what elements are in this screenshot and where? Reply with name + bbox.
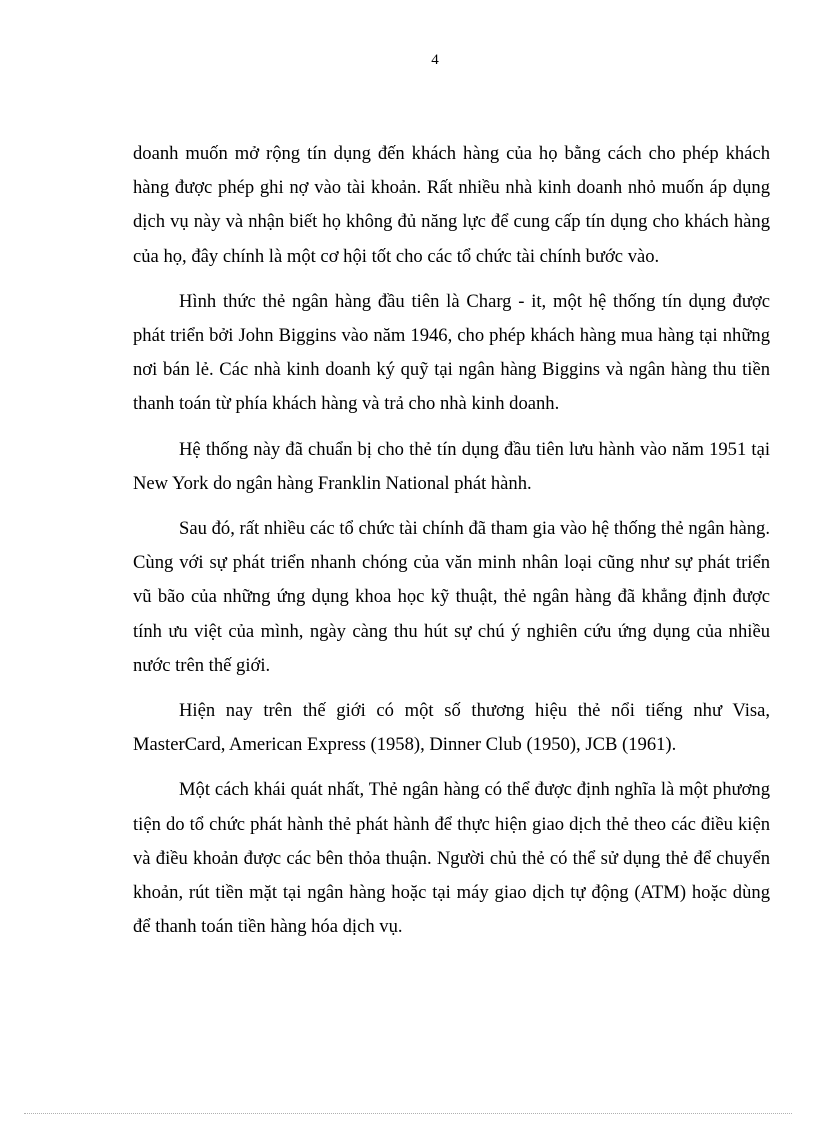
page-bottom-divider <box>24 1113 792 1114</box>
page-number: 4 <box>431 52 439 68</box>
paragraph-card-brands: Hiện nay trên thế giới có một số thương hiệu thẻ nổi tiếng như Visa, MasterCard, American Express (1958), Dinner Club (1950), JCB (1961). <box>133 700 770 756</box>
paragraph-definition: Một cách khái quát nhất, Thẻ ngân hàng có thể được định nghĩa là một phương tiện do tổ chức phát hành thẻ phát hành để thực hiện giao dịch thẻ theo các điều kiện và điều khoản được các bên thỏa thuận. Người chủ thẻ có thể sử dụng thẻ để chuyển khoản, rút tiền mặt tại ngân hàng hoặc tại máy giao dịch tự động (ATM) hoặc dùng để thanh toán tiền hàng hóa dịch vụ. <box>133 779 770 938</box>
paragraph-continuation: doanh muốn mở rộng tín dụng đến khách hàng của họ bằng cách cho phép khách hàng được phép ghi nợ vào tài khoản. Rất nhiều nhà kinh doanh nhỏ muốn áp dụng dịch vụ này và nhận biết họ không đủ năng lực để cung cấp tín dụng cho khách hàng của họ, đây chính là một cơ hội tốt cho các tổ chức tài chính bước vào. <box>133 143 770 267</box>
paragraph-financial-institutions: Sau đó, rất nhiều các tổ chức tài chính đã tham gia vào hệ thống thẻ ngân hàng. Cùng với sự phát triển nhanh chóng của văn minh nhân loại cũng như sự phát triển vũ bão của những ứng dụng khoa học kỹ thuật, thẻ ngân hàng đã khẳng định được tính ưu việt của mình, ngày càng thu hút sự chú ý nghiên cứu ứng dụng của nhiều nước trên thế giới. <box>133 518 770 676</box>
document-body <box>133 137 770 955</box>
paragraph-first-credit-card: Hệ thống này đã chuẩn bị cho thẻ tín dụng đầu tiên lưu hành vào năm 1951 tại New York do ngân hàng Franklin National phát hành. <box>133 438 770 494</box>
paragraph-charg-it: Hình thức thẻ ngân hàng đầu tiên là Charg - it, một hệ thống tín dụng được phát triển bởi John Biggins vào năm 1946, cho phép khách hàng mua hàng tại những nơi bán lẻ. Các nhà kinh doanh ký quỹ tại ngân hàng Biggins và ngân hàng thu tiền thanh toán từ phía khách hàng và trả cho nhà kinh doanh. <box>133 290 770 415</box>
